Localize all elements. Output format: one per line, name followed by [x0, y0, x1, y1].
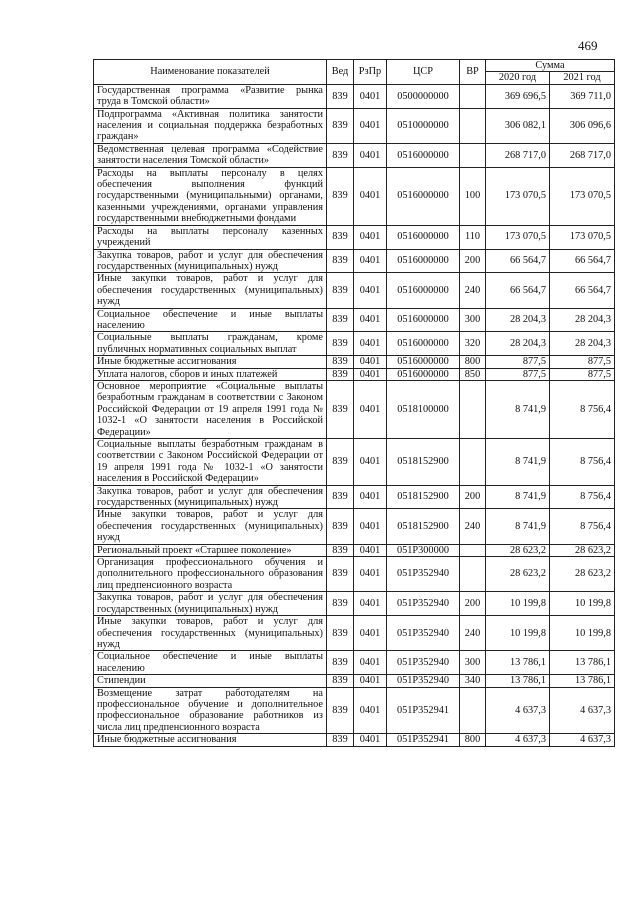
- table-row: [94, 592, 615, 616]
- cell-amount-2020: 28 204,3: [486, 332, 550, 356]
- cell-amount-2021: 8 756,4: [550, 439, 615, 486]
- cell-vr: [460, 687, 486, 734]
- cell-vr: 320: [460, 332, 486, 356]
- cell-vr: 850: [460, 368, 486, 380]
- cell-amount-2020: 369 696,5: [486, 84, 550, 108]
- cell-rzpr: 0401: [354, 108, 387, 143]
- cell-rzpr: 0401: [354, 308, 387, 332]
- cell-csr: 0516000000: [387, 273, 460, 308]
- header-year-2021: 2021 год: [550, 72, 615, 84]
- cell-amount-2021: 66 564,7: [550, 273, 615, 308]
- cell-csr: 051P352941: [387, 687, 460, 734]
- cell-vr: 240: [460, 616, 486, 651]
- cell-amount-2020: 13 786,1: [486, 675, 550, 687]
- cell-name: Расходы на выплаты персоналу казенных учреждений: [94, 225, 327, 249]
- cell-name: Социальные выплаты безработным гражданам в соответствии с Законом Российской Федерации от 19 апреля 1991 года № 1032-1 «О занятости населения в Российской Федерации»: [94, 439, 327, 486]
- header-row-top: [94, 60, 615, 72]
- cell-ved: 839: [327, 249, 354, 273]
- cell-amount-2021: 66 564,7: [550, 249, 615, 273]
- cell-name: Стипендии: [94, 675, 327, 687]
- cell-amount-2021: 8 756,4: [550, 485, 615, 509]
- cell-csr: 051P300000: [387, 544, 460, 556]
- table-row: [94, 509, 615, 544]
- cell-amount-2020: 13 786,1: [486, 651, 550, 675]
- table-row: [94, 616, 615, 651]
- table-row: [94, 356, 615, 368]
- table-row: [94, 651, 615, 675]
- cell-name: Закупка товаров, работ и услуг для обеспечения государственных (муниципальных) нужд: [94, 592, 327, 616]
- cell-csr: 051P352940: [387, 675, 460, 687]
- cell-amount-2020: 28 623,2: [486, 557, 550, 592]
- cell-ved: 839: [327, 225, 354, 249]
- cell-rzpr: 0401: [354, 734, 387, 746]
- cell-amount-2021: 10 199,8: [550, 616, 615, 651]
- cell-amount-2020: 173 070,5: [486, 225, 550, 249]
- cell-vr: 300: [460, 308, 486, 332]
- cell-vr: 240: [460, 273, 486, 308]
- cell-vr: [460, 544, 486, 556]
- page-number: 469: [578, 38, 598, 53]
- cell-amount-2021: 28 204,3: [550, 308, 615, 332]
- cell-amount-2020: 877,5: [486, 368, 550, 380]
- cell-csr: 0516000000: [387, 332, 460, 356]
- table-row: [94, 675, 615, 687]
- cell-csr: 051P352940: [387, 616, 460, 651]
- cell-amount-2020: 66 564,7: [486, 249, 550, 273]
- cell-vr: 100: [460, 167, 486, 225]
- cell-amount-2020: 10 199,8: [486, 616, 550, 651]
- cell-name: Основное мероприятие «Социальные выплаты безработным гражданам в соответствии с Законом Российской Федерации от 19 апреля 1991 года № 1032-1 «О занятости населения в Российской Федерации»: [94, 380, 327, 438]
- cell-name: Организация профессионального обучения и дополнительного профессионального образования лиц предпенсионного возраста: [94, 557, 327, 592]
- cell-ved: 839: [327, 485, 354, 509]
- cell-csr: 051P352940: [387, 651, 460, 675]
- table-row: [94, 687, 615, 734]
- cell-csr: 0500000000: [387, 84, 460, 108]
- budget-table: [93, 59, 615, 747]
- cell-csr: 0518152900: [387, 485, 460, 509]
- cell-name: Закупка товаров, работ и услуг для обеспечения государственных (муниципальных) нужд: [94, 249, 327, 273]
- header-csr: ЦСР: [387, 60, 460, 85]
- cell-vr: 200: [460, 592, 486, 616]
- cell-amount-2021: 4 637,3: [550, 687, 615, 734]
- cell-amount-2021: 10 199,8: [550, 592, 615, 616]
- cell-name: Возмещение затрат работодателям на профессиональное обучение и дополнительное профессиональное образование работников из числа лиц предпенсионного возраста: [94, 687, 327, 734]
- cell-vr: 110: [460, 225, 486, 249]
- table-body: [94, 84, 615, 746]
- cell-amount-2020: 4 637,3: [486, 687, 550, 734]
- cell-ved: 839: [327, 675, 354, 687]
- cell-amount-2021: 8 756,4: [550, 380, 615, 438]
- cell-csr: 0510000000: [387, 108, 460, 143]
- cell-rzpr: 0401: [354, 557, 387, 592]
- cell-rzpr: 0401: [354, 380, 387, 438]
- cell-ved: 839: [327, 509, 354, 544]
- table-row: [94, 734, 615, 746]
- cell-ved: 839: [327, 651, 354, 675]
- cell-amount-2020: 877,5: [486, 356, 550, 368]
- cell-amount-2020: 28 204,3: [486, 308, 550, 332]
- cell-vr: [460, 108, 486, 143]
- cell-name: Иные закупки товаров, работ и услуг для обеспечения государственных (муниципальных) нужд: [94, 273, 327, 308]
- cell-amount-2020: 8 741,9: [486, 485, 550, 509]
- cell-csr: 0516000000: [387, 368, 460, 380]
- cell-ved: 839: [327, 332, 354, 356]
- table-row: [94, 108, 615, 143]
- cell-csr: 051P352940: [387, 592, 460, 616]
- table-row: [94, 225, 615, 249]
- cell-rzpr: 0401: [354, 143, 387, 167]
- cell-vr: [460, 557, 486, 592]
- cell-csr: 0516000000: [387, 167, 460, 225]
- cell-amount-2021: 4 637,3: [550, 734, 615, 746]
- table-row: [94, 557, 615, 592]
- cell-ved: 839: [327, 557, 354, 592]
- table-row: [94, 332, 615, 356]
- cell-amount-2021: 369 711,0: [550, 84, 615, 108]
- cell-vr: 200: [460, 249, 486, 273]
- header-rzpr: РзПр: [354, 60, 387, 85]
- table-row: [94, 308, 615, 332]
- header-ved: Вед: [327, 60, 354, 85]
- cell-name: Государственная программа «Развитие рынка труда в Томской области»: [94, 84, 327, 108]
- cell-csr: 051P352940: [387, 557, 460, 592]
- cell-amount-2021: 173 070,5: [550, 167, 615, 225]
- cell-rzpr: 0401: [354, 356, 387, 368]
- cell-rzpr: 0401: [354, 273, 387, 308]
- cell-rzpr: 0401: [354, 225, 387, 249]
- cell-amount-2021: 8 756,4: [550, 509, 615, 544]
- header-name: Наименование показателей: [94, 60, 327, 85]
- cell-rzpr: 0401: [354, 167, 387, 225]
- cell-csr: 0516000000: [387, 308, 460, 332]
- cell-ved: 839: [327, 380, 354, 438]
- table-row: [94, 544, 615, 556]
- cell-amount-2021: 306 096,6: [550, 108, 615, 143]
- cell-ved: 839: [327, 143, 354, 167]
- cell-rzpr: 0401: [354, 368, 387, 380]
- cell-name: Иные бюджетные ассигнования: [94, 356, 327, 368]
- cell-name: Иные закупки товаров, работ и услуг для обеспечения государственных (муниципальных) нужд: [94, 616, 327, 651]
- cell-rzpr: 0401: [354, 675, 387, 687]
- table-row: [94, 439, 615, 486]
- cell-amount-2020: 306 082,1: [486, 108, 550, 143]
- cell-amount-2021: 28 623,2: [550, 544, 615, 556]
- cell-ved: 839: [327, 616, 354, 651]
- table-row: [94, 368, 615, 380]
- cell-vr: 300: [460, 651, 486, 675]
- cell-rzpr: 0401: [354, 332, 387, 356]
- cell-vr: 340: [460, 675, 486, 687]
- cell-vr: 240: [460, 509, 486, 544]
- cell-rzpr: 0401: [354, 544, 387, 556]
- cell-vr: 200: [460, 485, 486, 509]
- cell-amount-2021: 877,5: [550, 356, 615, 368]
- cell-amount-2020: 4 637,3: [486, 734, 550, 746]
- cell-rzpr: 0401: [354, 687, 387, 734]
- cell-vr: 800: [460, 356, 486, 368]
- cell-rzpr: 0401: [354, 439, 387, 486]
- cell-amount-2020: 8 741,9: [486, 380, 550, 438]
- cell-csr: 0516000000: [387, 225, 460, 249]
- table-row: [94, 143, 615, 167]
- cell-amount-2020: 66 564,7: [486, 273, 550, 308]
- cell-name: Расходы на выплаты персоналу в целях обеспечения выполнения функций государственными (муниципальными) органами, казенными учреждениями, органами управления государственными внебюджетными фондами: [94, 167, 327, 225]
- cell-csr: 0516000000: [387, 143, 460, 167]
- cell-amount-2020: 173 070,5: [486, 167, 550, 225]
- cell-ved: 839: [327, 544, 354, 556]
- table-row: [94, 84, 615, 108]
- cell-amount-2021: 13 786,1: [550, 675, 615, 687]
- cell-ved: 839: [327, 167, 354, 225]
- cell-csr: 0518100000: [387, 380, 460, 438]
- header-vr: ВР: [460, 60, 486, 85]
- cell-vr: [460, 380, 486, 438]
- cell-amount-2021: 28 623,2: [550, 557, 615, 592]
- cell-rzpr: 0401: [354, 509, 387, 544]
- table-row: [94, 167, 615, 225]
- cell-rzpr: 0401: [354, 616, 387, 651]
- cell-csr: 0518152900: [387, 439, 460, 486]
- cell-amount-2021: 28 204,3: [550, 332, 615, 356]
- cell-amount-2021: 13 786,1: [550, 651, 615, 675]
- cell-name: Иные бюджетные ассигнования: [94, 734, 327, 746]
- cell-ved: 839: [327, 592, 354, 616]
- table-row: [94, 380, 615, 438]
- cell-vr: 800: [460, 734, 486, 746]
- cell-amount-2020: 268 717,0: [486, 143, 550, 167]
- cell-name: Закупка товаров, работ и услуг для обеспечения государственных (муниципальных) нужд: [94, 485, 327, 509]
- cell-amount-2021: 173 070,5: [550, 225, 615, 249]
- cell-name: Социальные выплаты гражданам, кроме публичных нормативных социальных выплат: [94, 332, 327, 356]
- cell-amount-2020: 8 741,9: [486, 509, 550, 544]
- cell-rzpr: 0401: [354, 485, 387, 509]
- cell-amount-2021: 268 717,0: [550, 143, 615, 167]
- cell-vr: [460, 84, 486, 108]
- cell-vr: [460, 439, 486, 486]
- cell-ved: 839: [327, 273, 354, 308]
- cell-name: Социальное обеспечение и иные выплаты населению: [94, 308, 327, 332]
- cell-name: Ведомственная целевая программа «Содействие занятости населения Томской области»: [94, 143, 327, 167]
- cell-rzpr: 0401: [354, 249, 387, 273]
- table-row: [94, 273, 615, 308]
- cell-ved: 839: [327, 84, 354, 108]
- cell-amount-2020: 10 199,8: [486, 592, 550, 616]
- cell-vr: [460, 143, 486, 167]
- cell-ved: 839: [327, 356, 354, 368]
- table-row: [94, 249, 615, 273]
- cell-amount-2020: 28 623,2: [486, 544, 550, 556]
- cell-ved: 839: [327, 108, 354, 143]
- cell-rzpr: 0401: [354, 651, 387, 675]
- header-year-2020: 2020 год: [486, 72, 550, 84]
- table-row: [94, 485, 615, 509]
- cell-name: Уплата налогов, сборов и иных платежей: [94, 368, 327, 380]
- cell-rzpr: 0401: [354, 592, 387, 616]
- cell-rzpr: 0401: [354, 84, 387, 108]
- cell-csr: 0516000000: [387, 249, 460, 273]
- cell-ved: 839: [327, 734, 354, 746]
- cell-amount-2020: 8 741,9: [486, 439, 550, 486]
- cell-name: Социальное обеспечение и иные выплаты населению: [94, 651, 327, 675]
- cell-csr: 0518152900: [387, 509, 460, 544]
- cell-name: Подпрограмма «Активная политика занятости населения и социальная поддержка безработных граждан»: [94, 108, 327, 143]
- cell-ved: 839: [327, 687, 354, 734]
- cell-ved: 839: [327, 308, 354, 332]
- cell-csr: 051P352941: [387, 734, 460, 746]
- cell-amount-2021: 877,5: [550, 368, 615, 380]
- cell-ved: 839: [327, 439, 354, 486]
- cell-csr: 0516000000: [387, 356, 460, 368]
- header-sum: Сумма: [486, 60, 615, 72]
- cell-ved: 839: [327, 368, 354, 380]
- cell-name: Региональный проект «Старшее поколение»: [94, 544, 327, 556]
- cell-name: Иные закупки товаров, работ и услуг для обеспечения государственных (муниципальных) нужд: [94, 509, 327, 544]
